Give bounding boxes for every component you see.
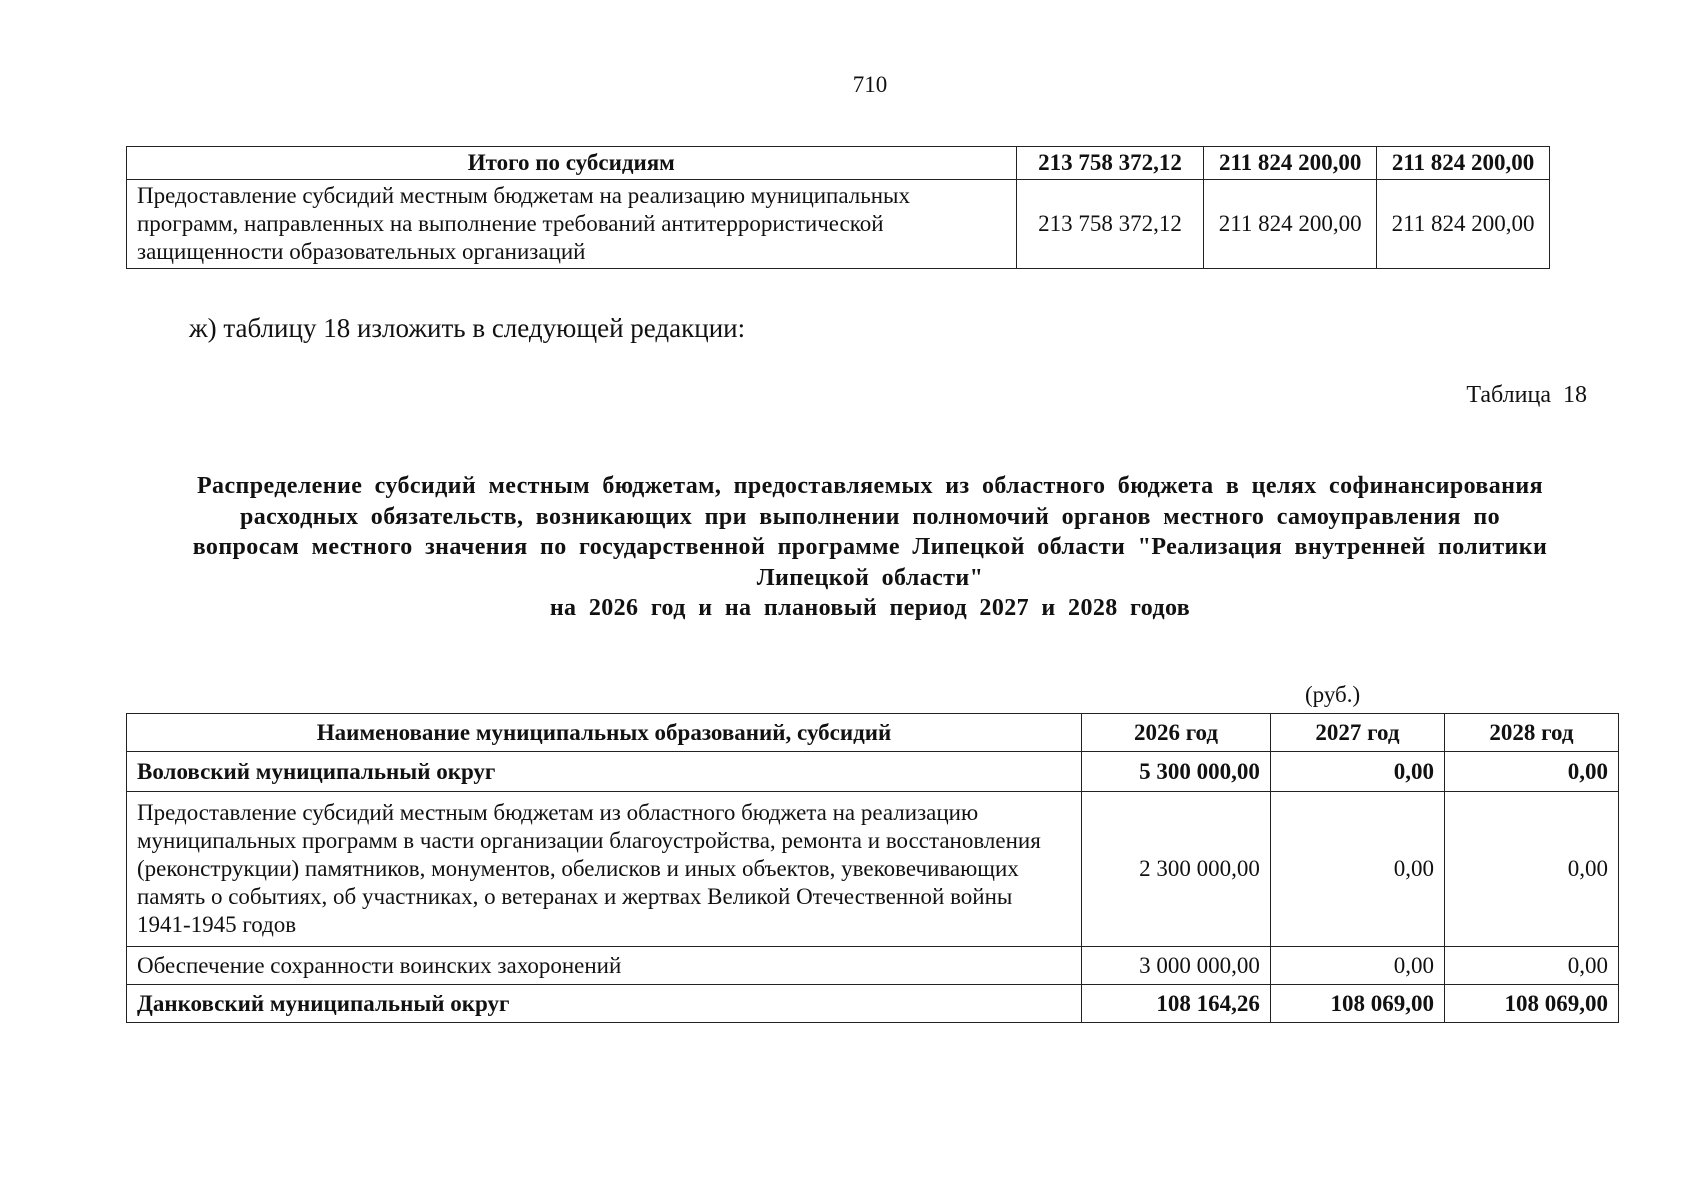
row-name: Итого по субсидиям [127,147,1017,180]
title-line: расходных обязательств, возникающих при выполнении полномочий органов местного самоуправления по [240,503,1500,530]
value-2027: 0,00 [1270,752,1444,792]
subsidies-distribution-table [126,713,1619,1023]
row-name: Обеспечение сохранности воинских захоронений [127,947,1082,985]
value-2027: 0,00 [1270,792,1444,947]
row-name: Воловский муниципальный округ [127,752,1082,792]
table-row [127,147,1550,180]
value-2028: 0,00 [1444,947,1618,985]
title-line: на 2026 год и на плановый период 2027 и 2028 годов [549,595,1191,621]
header-2028: 2028 год [1444,714,1618,752]
intro-text: ж) таблицу 18 изложить в следующей редакции: [189,313,746,343]
unit-note: (руб.) [1305,682,1361,707]
value-2028: 0,00 [1444,752,1618,792]
header-2026: 2026 год [1082,714,1271,752]
value-2027: 0,00 [1270,947,1444,985]
value-2028: 108 069,00 [1444,985,1618,1023]
title-line: вопросам местного значения по государственной программе Липецкой области "Реализация внутренней политики [192,534,1548,560]
value-2027: 211 824 200,00 [1204,147,1377,180]
header-name: Наименование муниципальных образований, субсидий [127,714,1082,752]
table-header-row [127,714,1619,752]
value-2028: 211 824 200,00 [1377,180,1550,269]
value-2026: 108 164,26 [1082,985,1271,1023]
value-2028: 211 824 200,00 [1377,147,1550,180]
table-row [127,180,1550,269]
header-2027: 2027 год [1270,714,1444,752]
value-2026: 213 758 372,12 [1016,147,1204,180]
table-row [127,752,1619,792]
subsidies-total-table [126,146,1550,269]
value-2028: 0,00 [1444,792,1618,947]
value-2027: 211 824 200,00 [1204,180,1377,269]
value-2026: 3 000 000,00 [1082,947,1271,985]
row-name: Предоставление субсидий местным бюджетам из областного бюджета на реализацию муниципальных программ в части организации благоустройства, ремонта и восстановления (реконструкции) памятников, монументов, обелисков и иных объектов, увековечивающих память о событиях, об участниках, о ветеранах и жертвах Великой Отечественной войны 1941-1945 годов [127,792,1082,947]
table-row [127,985,1619,1023]
page-number: 710 [852,72,888,97]
value-2026: 213 758 372,12 [1016,180,1204,269]
table-row [127,792,1619,947]
value-2026: 2 300 000,00 [1082,792,1271,947]
title-line: Распределение субсидий местным бюджетам, предоставляемых из областного бюджета в целях софинансирования [197,473,1543,499]
title-line: Липецкой области" [756,564,984,591]
document-title [140,471,1600,624]
value-2027: 108 069,00 [1270,985,1444,1023]
table-row [127,947,1619,985]
row-name: Предоставление субсидий местным бюджетам на реализацию муниципальных программ, направленных на выполнение требований антитеррористической защищенности образовательных организаций [127,180,1017,269]
row-name: Данковский муниципальный округ [127,985,1082,1023]
value-2026: 5 300 000,00 [1082,752,1271,792]
table-label: Таблица 18 [1466,382,1587,408]
